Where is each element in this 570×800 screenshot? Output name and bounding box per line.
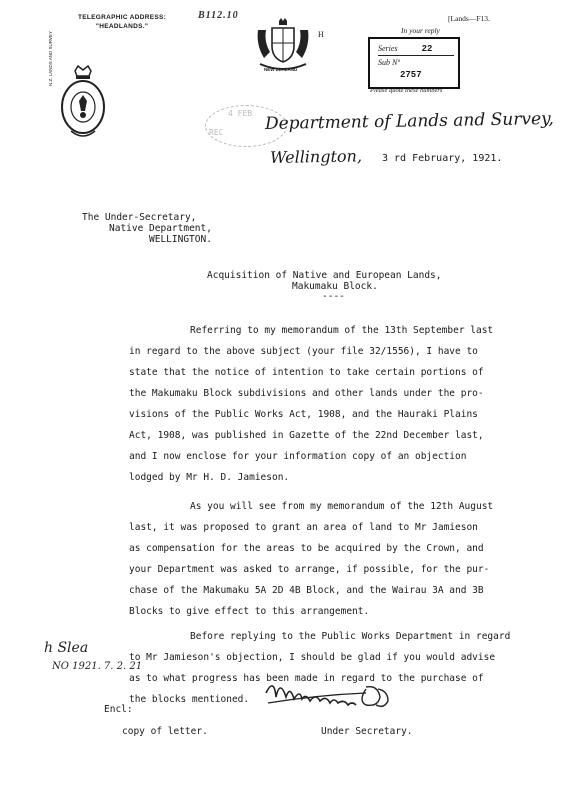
- margin-note-line-2: NO 1921. 7. 2. 21: [52, 661, 143, 672]
- paragraph-1-line: lodged by Mr H. D. Jamieson.: [129, 472, 290, 483]
- paragraph-1-line: the Makumaku Block subdivisions and other lands under the pro-: [129, 388, 484, 399]
- top-handwritten-number: B112.10: [198, 10, 239, 21]
- paragraph-2-line: as compensation for the areas to be acquired by the Crown, and: [129, 543, 484, 554]
- stamp-date: 4 FEB: [228, 109, 253, 118]
- arms-initials: H: [318, 30, 324, 39]
- form-code: [Lands—F13.: [448, 14, 490, 23]
- paragraph-1-line: visions of the Public Works Act, 1908, and the Hauraki Plains: [129, 409, 478, 420]
- crest-label: N.Z. LANDS AND SURVEY: [48, 31, 53, 86]
- paragraph-1-line: and I now enclose for your information copy of an objection: [129, 451, 467, 462]
- paragraph-3-line: the blocks mentioned.: [129, 694, 250, 705]
- stamp-rec: REC: [209, 128, 224, 137]
- subject-line-2: Makumaku Block.: [292, 281, 378, 292]
- reference-reply-label: In your reply: [401, 26, 440, 35]
- arms-label: NEW ZEALAND: [264, 67, 298, 72]
- paragraph-2-line: last, it was proposed to grant an area of land to Mr Jamieson: [129, 522, 478, 533]
- series-label: Series: [378, 44, 398, 53]
- reference-divider: [378, 55, 454, 56]
- paragraph-1-line: in regard to the above subject (your file 32/1556), I have to: [129, 346, 478, 357]
- paragraph-2-line: As you will see from my memorandum of the 12th August: [190, 501, 494, 512]
- recipient-line-2: Native Department,: [109, 223, 212, 234]
- paragraph-2-line: chase of the Makumaku 5A 2D 4B Block, and the Wairau 3A and 3B: [129, 585, 484, 596]
- enclosure-label: Encl:: [104, 704, 133, 715]
- lands-survey-crest-icon: [57, 65, 109, 145]
- place-name: Wellington,: [269, 146, 363, 167]
- telegraphic-address-label: TELEGRAPHIC ADDRESS:: [78, 14, 167, 21]
- paragraph-3-line: Before replying to the Public Works Department in regard: [190, 631, 511, 642]
- paragraph-2-line: your Department was asked to arrange, if possible, for the pur-: [129, 564, 490, 575]
- paragraph-1-line: Referring to my memorandum of the 13th September last: [190, 325, 494, 336]
- telegraphic-address-value: "HEADLANDS.": [95, 23, 149, 30]
- reference-series: [378, 44, 432, 54]
- telegraphic-address: [78, 13, 166, 31]
- reference-sub: [378, 58, 400, 67]
- subject-rule: ----: [322, 291, 345, 302]
- sub-value: 2757: [400, 70, 422, 80]
- paragraph-2-line: Blocks to give effect to this arrangement.: [129, 606, 370, 617]
- paragraph-1-line: Act, 1908, was published in Gazette of the 22nd December last,: [129, 430, 484, 441]
- department-name: Department of Lands and Survey,: [264, 108, 554, 134]
- margin-note-line-1: h Slea: [44, 640, 89, 656]
- reference-quote-note: Please quote these numbers: [370, 87, 443, 94]
- paragraph-3-line: as to what progress has been made in regard to the purchase of: [129, 673, 484, 684]
- paragraph-1-line: state that the notice of intention to take certain portions of: [129, 367, 484, 378]
- series-value: 22: [421, 44, 433, 54]
- signatory-title: Under Secretary.: [321, 726, 413, 737]
- sub-label: Sub Nº: [378, 58, 400, 67]
- paragraph-3-line: to Mr Jamieson's objection, I should be glad if you would advise: [129, 652, 496, 663]
- recipient-line-1: The Under-Secretary,: [82, 212, 197, 223]
- handwritten-signature: [262, 669, 402, 717]
- coat-of-arms-icon: [252, 18, 314, 72]
- enclosure-item: copy of letter.: [122, 726, 208, 737]
- subject-line-1: Acquisition of Native and European Lands,: [207, 270, 442, 281]
- letter-date: 3 rd February, 1921.: [382, 153, 503, 164]
- recipient-line-3: WELLINGTON.: [149, 234, 212, 245]
